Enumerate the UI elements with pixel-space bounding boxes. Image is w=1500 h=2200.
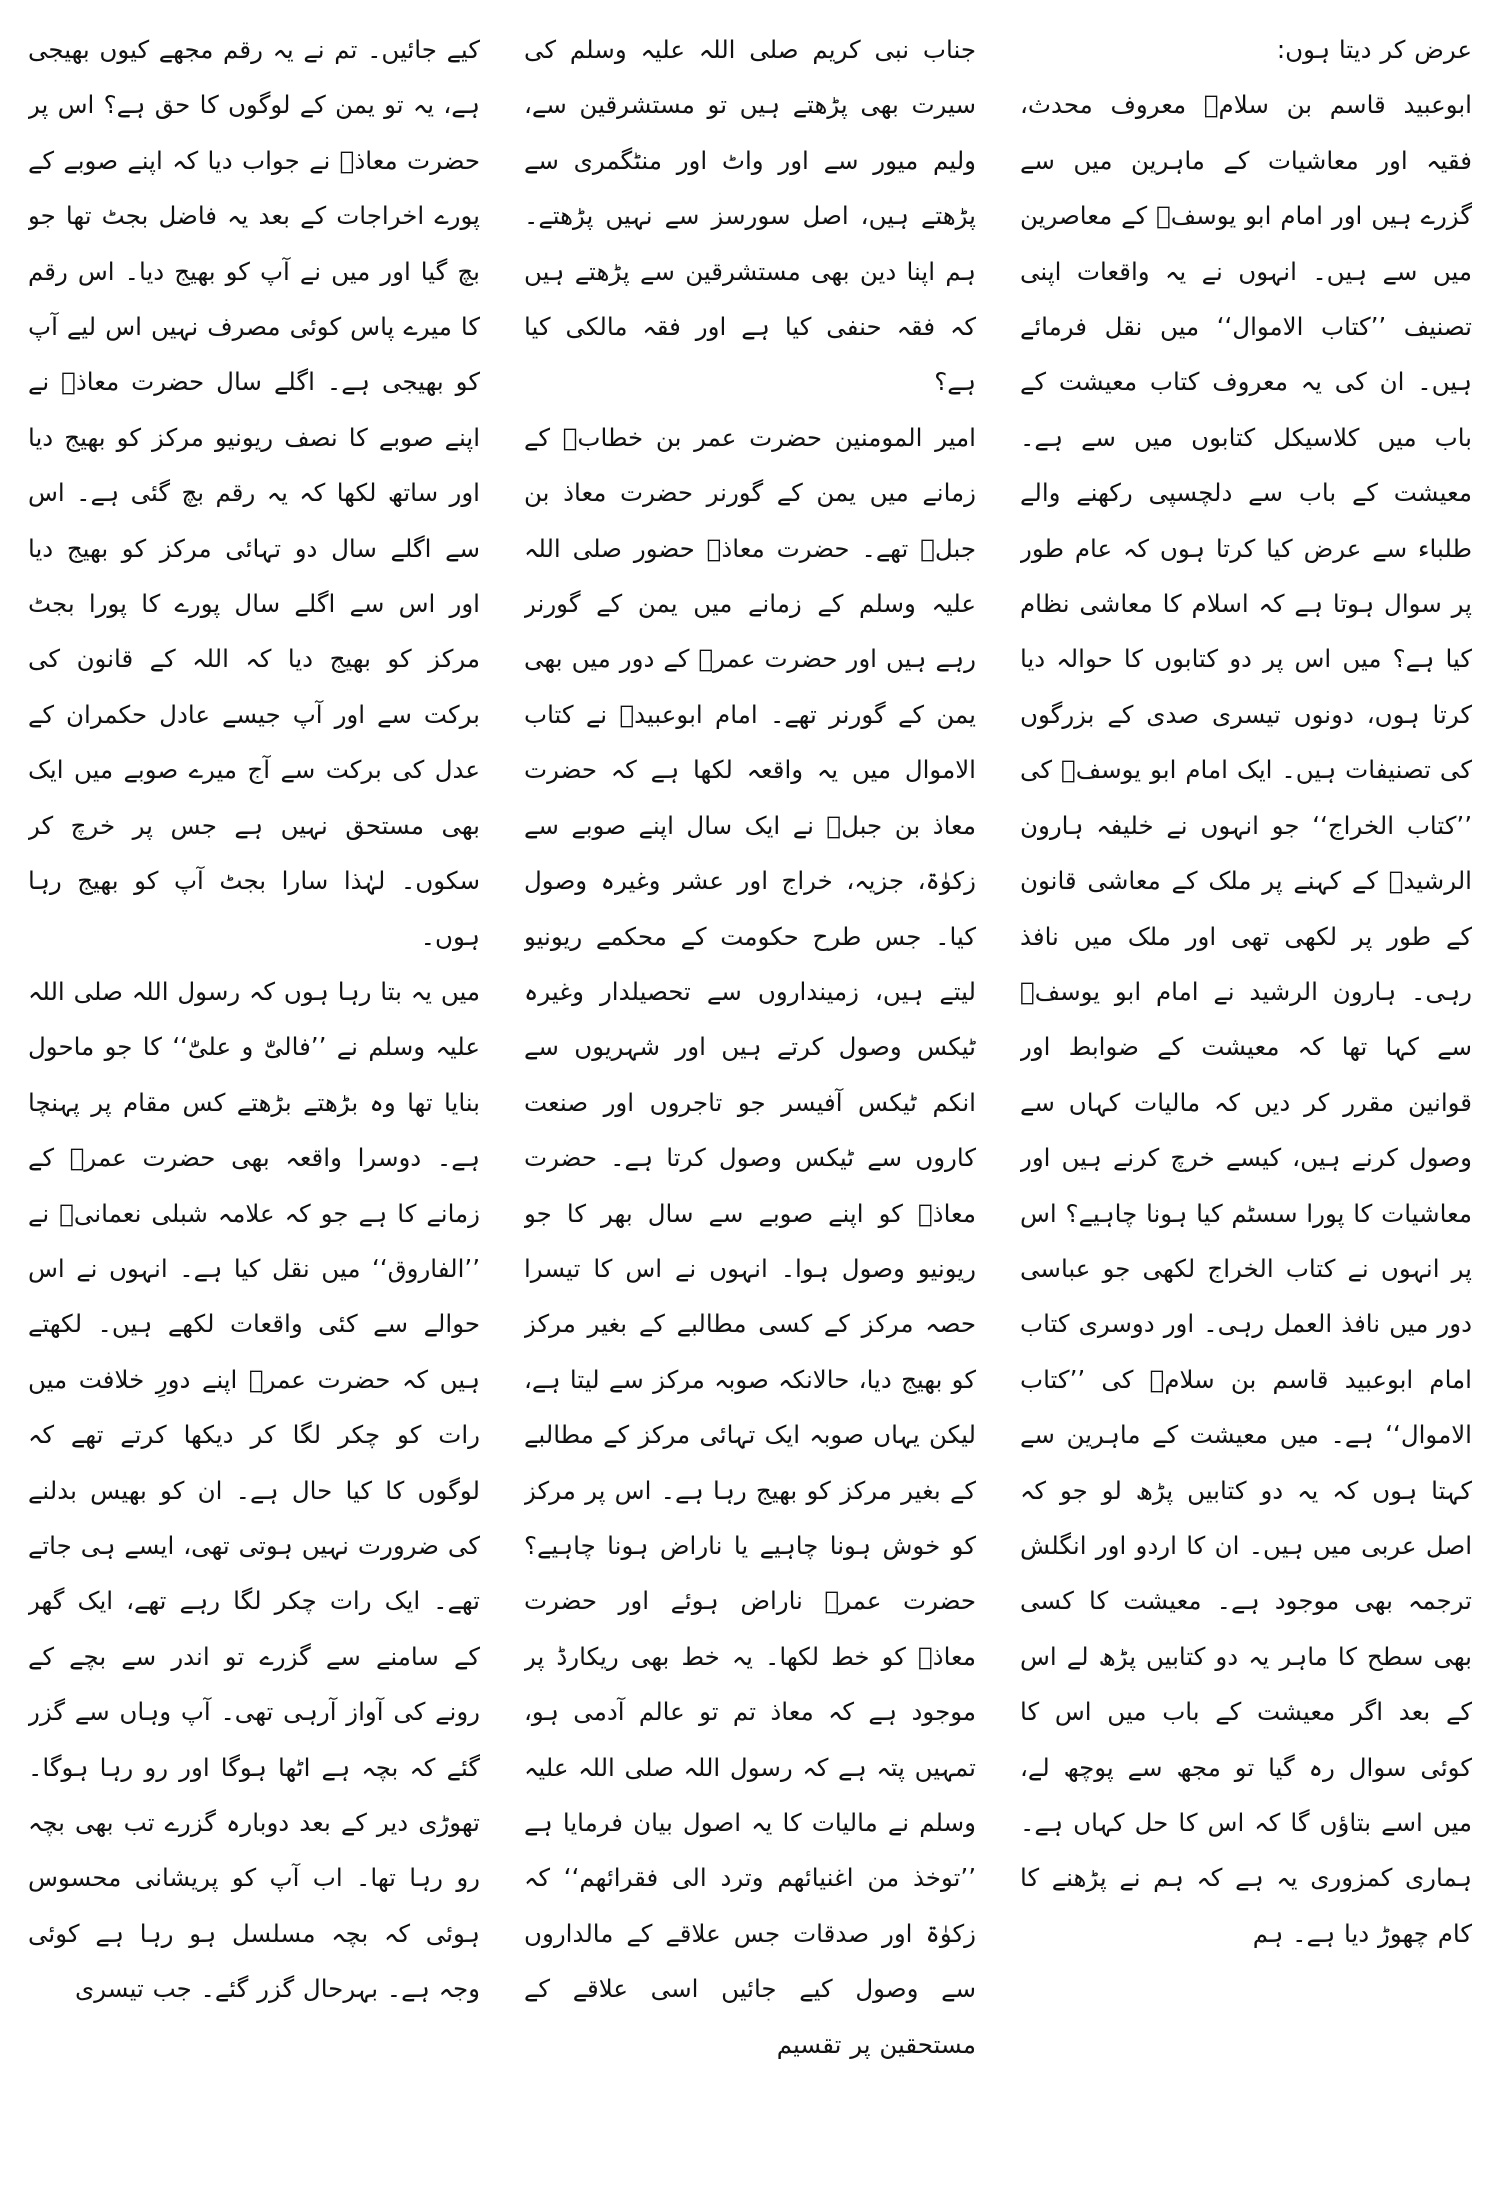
column-left [28,22,480,2182]
column-middle-para-1: جناب نبی کریم صلی اللہ علیہ وسلم کی سیرت بھی پڑھتے ہیں تو مستشرقین سے، ولیم میور سے اور واٹ اور منٹگمری سے پڑھتے ہیں، اصل سورسز سے نہیں پڑھتے۔ ہم اپنا دین بھی مستشرقین سے پڑھتے ہیں کہ فقہ حنفی کیا ہے اور فقہ مالکی کیا ہے؟ [524,35,976,397]
column-middle-para-2: امیر المومنین حضرت عمر بن خطابؓ کے زمانے میں یمن کے گورنر حضرت معاذ بن جبلؓ تھے۔ حضرت معاذؓ حضور صلی اللہ علیہ وسلم کے زمانے میں یمن کے گورنر رہے ہیں اور حضرت عمرؓ کے دور میں بھی یمن کے گورنر تھے۔ امام ابوعبیدؒ نے کتاب الاموال میں یہ واقعہ لکھا ہے کہ حضرت معاذ بن جبلؓ نے ایک سال اپنے صوبے سے زکوٰۃ، جزیہ، خراج اور عشر وغیرہ وصول کیا۔ جس طرح حکومت کے محکمے ریونیو لیتے ہیں، زمینداروں سے تحصیلدار وغیرہ ٹیکس وصول کرتے ہیں اور شہریوں سے انکم ٹیکس آفیسر جو تاجروں اور صنعت کاروں سے ٹیکس وصول کرتا ہے۔ حضرت معاذؓ کو اپنے صوبے سے سال بھر کا جو ریونیو وصول ہوا۔ انہوں نے اس کا تیسرا حصہ مرکز کے کسی مطالبے کے بغیر مرکز کو بھیج دیا، حالانکہ صوبہ مرکز سے لیتا ہے، لیکن یہاں صوبہ ایک تہائی مرکز کے مطالبے کے بغیر مرکز کو بھیج رہا ہے۔ اس پر مرکز کو خوش ہونا چاہیے یا ناراض ہونا چاہیے؟ حضرت عمرؓ ناراض ہوئے اور حضرت معاذؓ کو خط لکھا۔ یہ خط بھی ریکارڈ پر موجود ہے کہ معاذ تم تو عالم آدمی ہو، تمہیں پتہ ہے کہ رسول اللہ صلی اللہ علیہ وسلم نے مالیات کا یہ اصول بیان فرمایا ہے ’’توخذ من اغنیائھم وترد الی فقرائھم‘‘ کہ زکوٰۃ اور صدقات جس علاقے کے مالداروں سے وصول کیے جائیں اسی علاقے کے مستحقین پر تقسیم [524,422,976,2059]
column-right-para-2: ابوعبید قاسم بن سلامؒ معروف محدث، فقیہ اور معاشیات کے ماہرین میں سے گزرے ہیں اور امام ابو یوسفؒ کے معاصرین میں سے ہیں۔ انہوں نے یہ واقعات اپنی تصنیف ’’کتاب الاموال‘‘ میں نقل فرمائے ہیں۔ ان کی یہ معروف کتاب معیشت کے باب میں کلاسیکل کتابوں میں سے ہے۔ معیشت کے باب سے دلچسپی رکھنے والے طلباء سے عرض کیا کرتا ہوں کہ عام طور پر سوال ہوتا ہے کہ اسلام کا معاشی نظام کیا ہے؟ میں اس پر دو کتابوں کا حوالہ دیا کرتا ہوں، دونوں تیسری صدی کے بزرگوں کی تصنیفات ہیں۔ ایک امام ابو یوسفؒ کی ’’کتاب الخراج‘‘ جو انہوں نے خلیفہ ہارون الرشیدؒ کے کہنے پر ملک کے معاشی قانون کے طور پر لکھی تھی اور ملک میں نافذ رہی۔ ہارون الرشید نے امام ابو یوسفؒ سے کہا تھا کہ معیشت کے ضوابط اور قوانین مقرر کر دیں کہ مالیات کہاں سے وصول کرنے ہیں، کیسے خرچ کرنے ہیں اور معاشیات کا پورا سسٹم کیا ہونا چاہیے؟ اس پر انہوں نے کتاب الخراج لکھی جو عباسی دور میں نافذ العمل رہی۔ اور دوسری کتاب امام ابوعبید قاسم بن سلامؒ کی ’’کتاب الاموال‘‘ ہے۔ میں معیشت کے ماہرین سے کہتا ہوں کہ یہ دو کتابیں پڑھ لو جو کہ اصل عربی میں ہیں۔ ان کا اردو اور انگلش ترجمہ بھی موجود ہے۔ معیشت کا کسی بھی سطح کا ماہر یہ دو کتابیں پڑھ لے اس کے بعد اگر معیشت کے باب میں اس کا کوئی سوال رہ گیا تو مجھ سے پوچھ لے، میں اسے بتاؤں گا کہ اس کا حل کہاں ہے۔ ہماری کمزوری یہ ہے کہ ہم نے پڑھنے کا کام چھوڑ دیا ہے۔ ہم [1020,90,1472,1948]
column-right-para-1: عرض کر دیتا ہوں: [1276,35,1472,64]
column-right [1020,22,1472,2182]
column-left-para-2: میں یہ بتا رہا ہوں کہ رسول اللہ صلی اللہ علیہ وسلم نے ’’فالیّٰ و علیّٰ‘‘ کا جو ماحول بنایا تھا وہ بڑھتے بڑھتے کس مقام پر پہنچا ہے۔ دوسرا واقعہ بھی حضرت عمرؓ کے زمانے کا ہے جو کہ علامہ شبلی نعمانیؒ نے ’’الفاروق‘‘ میں نقل کیا ہے۔ انہوں نے اس حوالے سے کئی واقعات لکھے ہیں۔ لکھتے ہیں کہ حضرت عمرؓ اپنے دورِ خلافت میں رات کو چکر لگا کر دیکھا کرتے تھے کہ لوگوں کا کیا حال ہے۔ ان کو بھیس بدلنے کی ضرورت نہیں ہوتی تھی، ایسے ہی جاتے تھے۔ ایک رات چکر لگا رہے تھے، ایک گھر کے سامنے سے گزرے تو اندر سے بچے کے رونے کی آواز آرہی تھی۔ آپ وہاں سے گزر گئے کہ بچہ ہے اٹھا ہوگا اور رو رہا ہوگا۔ تھوڑی دیر کے بعد دوبارہ گزرے تب بھی بچہ رو رہا تھا۔ اب آپ کو پریشانی محسوس ہوئی کہ بچہ مسلسل ہو رہا ہے کوئی وجہ ہے۔ بہرحال گزر گئے۔ جب تیسری [28,976,480,2004]
column-middle [524,22,976,2182]
newspaper-page [28,22,1472,2182]
column-left-para-1: کیے جائیں۔ تم نے یہ رقم مجھے کیوں بھیجی ہے، یہ تو یمن کے لوگوں کا حق ہے؟ اس پر حضرت معاذؓ نے جواب دیا کہ اپنے صوبے کے پورے اخراجات کے بعد یہ فاضل بجٹ تھا جو بچ گیا اور میں نے آپ کو بھیج دیا۔ اس رقم کا میرے پاس کوئی مصرف نہیں اس لیے آپ کو بھیجی ہے۔ اگلے سال حضرت معاذؓ نے اپنے صوبے کا نصف ریونیو مرکز کو بھیج دیا اور ساتھ لکھا کہ یہ رقم بچ گئی ہے۔ اس سے اگلے سال دو تہائی مرکز کو بھیج دیا اور اس سے اگلے سال پورے کا پورا بجٹ مرکز کو بھیج دیا کہ اللہ کے قانون کی برکت سے اور آپ جیسے عادل حکمران کے عدل کی برکت سے آج میرے صوبے میں ایک بھی مستحق نہیں ہے جس پر خرچ کر سکوں۔ لہٰذا سارا بجٹ آپ کو بھیج رہا ہوں۔ [28,35,480,951]
